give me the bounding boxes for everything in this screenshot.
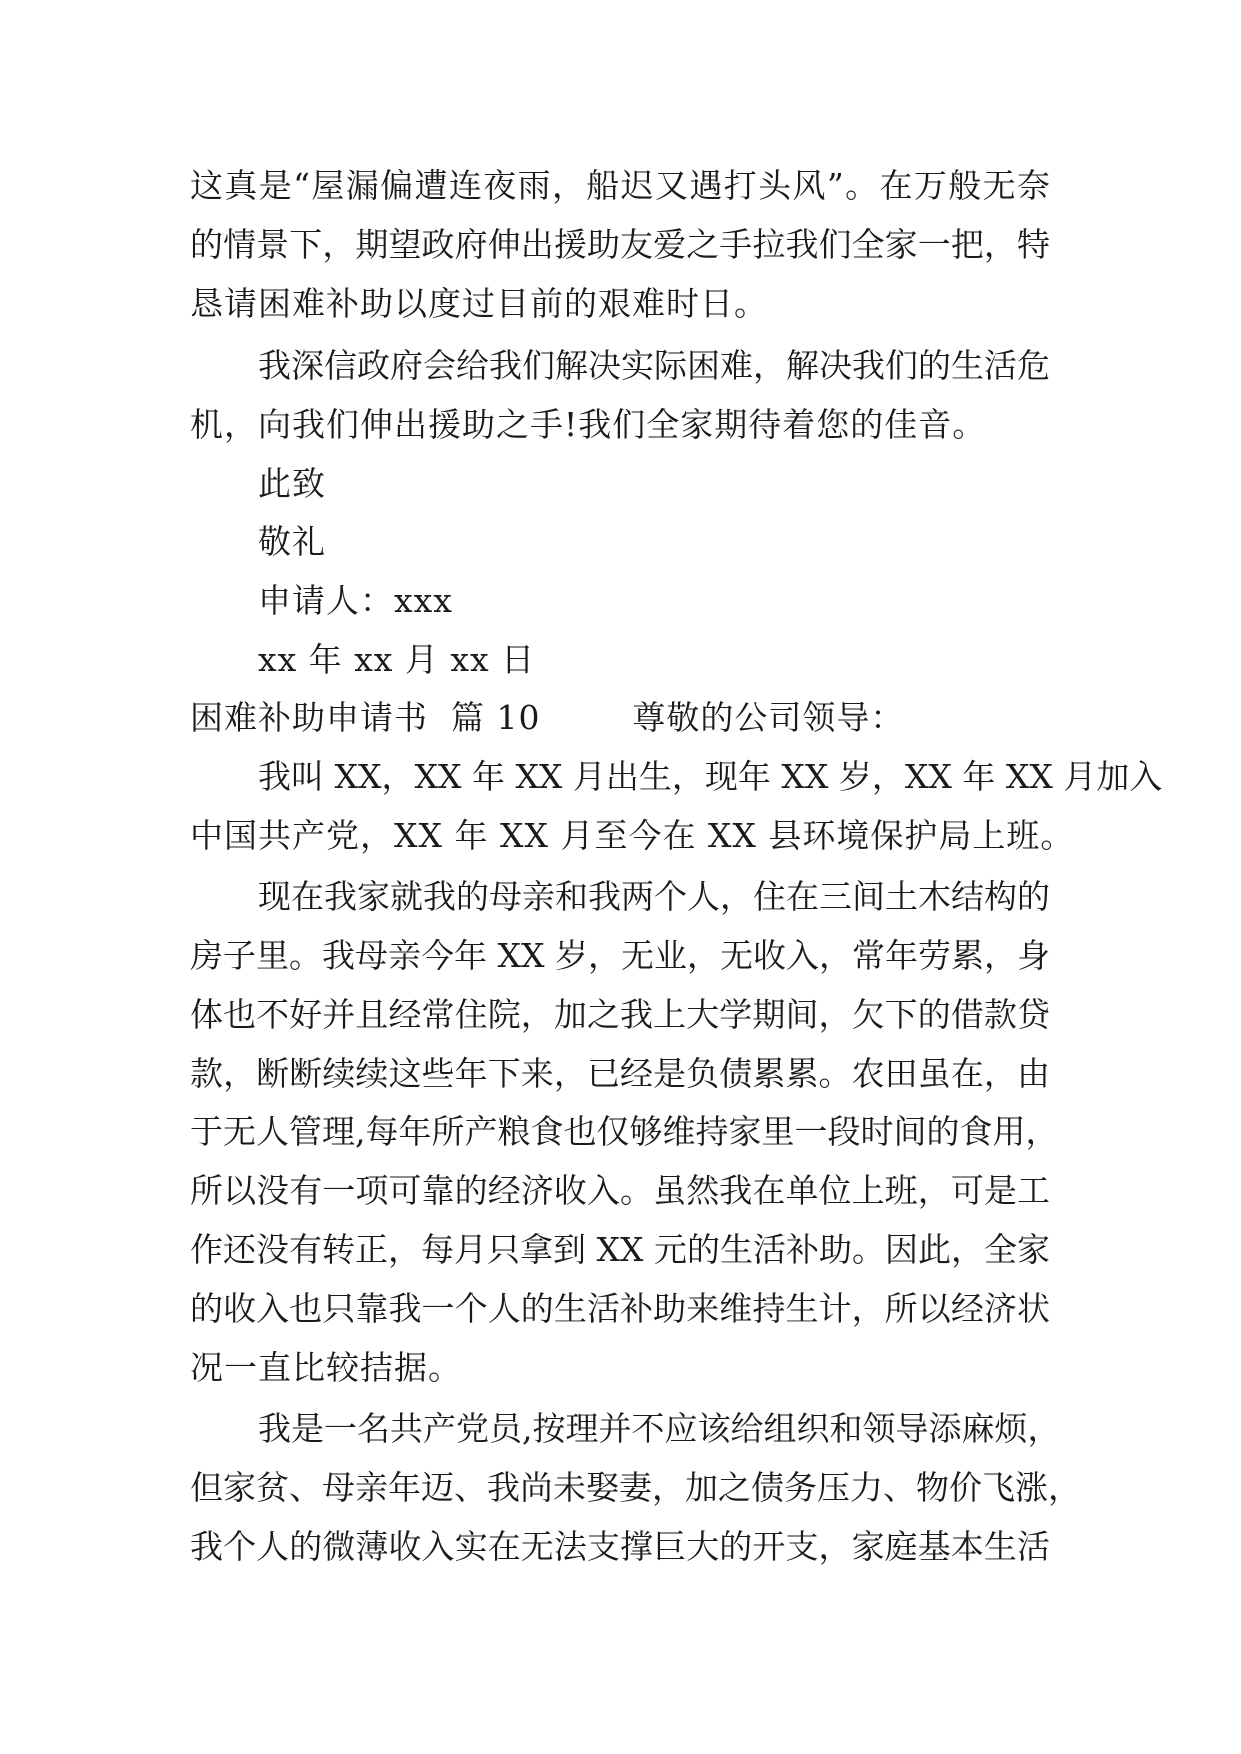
applicant-line: 申请人：xxx <box>258 581 453 620</box>
text-line: 的收入也只靠我一个人的生活补助来维持生计，所以经济状 <box>190 1289 1050 1328</box>
text-line: 现在我家就我的母亲和我两个人，住在三间土木结构的 <box>258 877 1050 916</box>
text-line: 体也不好并且经常住院，加之我上大学期间，欠下的借款贷 <box>190 995 1050 1034</box>
text-line: 这真是“屋漏偏遭连夜雨，船迟又遇打头风”。在万般无奈 <box>190 166 1050 205</box>
text-line: 我叫 XX，XX 年 XX 月出生，现年 XX 岁，XX 年 XX 月加入 <box>258 757 1163 796</box>
text-line: 但家贫、母亲年迈、我尚未娶妻，加之债务压力、物价飞涨， <box>190 1468 1081 1507</box>
salutation-line: 此致 <box>258 464 326 503</box>
section-heading: 困难补助申请书 篇 10 尊敬的公司领导： <box>190 698 905 737</box>
text-line: 于无人管理,每年所产粮食也仅够维持家里一段时间的食用， <box>190 1112 1059 1151</box>
text-line: 所以没有一项可靠的经济收入。虽然我在单位上班，可是工 <box>190 1171 1050 1210</box>
text-line: 恳请困难补助以度过目前的艰难时日。 <box>190 284 768 323</box>
text-line: 款，断断续续这些年下来，已经是负债累累。农田虽在，由 <box>190 1054 1050 1093</box>
salutation-line: 敬礼 <box>258 522 326 561</box>
text-line: 作还没有转正，每月只拿到 XX 元的生活补助。因此，全家 <box>190 1230 1050 1269</box>
text-line: 我是一名共产党员,按理并不应该给组织和领导添麻烦， <box>258 1409 1061 1448</box>
text-line: 机，向我们伸出援助之手!我们全家期待着您的佳音。 <box>190 405 987 444</box>
text-line: 中国共产党，XX 年 XX 月至今在 XX 县环境保护局上班。 <box>190 816 1075 855</box>
text-line: 我个人的微薄收入实在无法支撑巨大的开支，家庭基本生活 <box>190 1527 1050 1566</box>
text-line: 况一直比较拮据。 <box>190 1348 462 1387</box>
text-line: 我深信政府会给我们解决实际困难，解决我们的生活危 <box>258 346 1050 385</box>
text-line: 的情景下，期望政府伸出援助友爱之手拉我们全家一把，特 <box>190 225 1050 264</box>
text-line: 房子里。我母亲今年 XX 岁，无业，无收入，常年劳累，身 <box>190 936 1050 975</box>
date-line: xx 年 xx 月 xx 日 <box>258 640 536 679</box>
